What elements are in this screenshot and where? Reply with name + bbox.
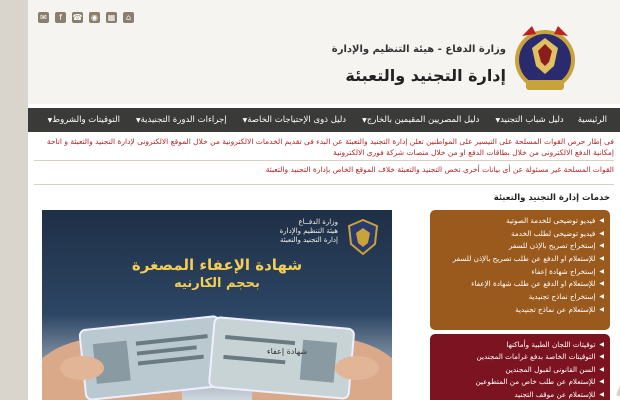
info-link-label: للإستعلام عن موقف التجنيد [514, 389, 596, 399]
bullet-icon: ◀ [599, 340, 604, 348]
service-link-label: إستخراج نماذج تجنيدية [528, 291, 596, 301]
divider [34, 184, 614, 185]
chevron-down-icon: ▼ [362, 117, 367, 124]
logo-emblem[interactable] [514, 18, 576, 98]
info-link-label: للإستعلام عن طلب خاص من المتطوعين [475, 377, 596, 387]
bullet-icon: ◀ [599, 267, 604, 275]
banner-authority: هيئة التنظيم والإدارة [279, 227, 338, 235]
service-link-label: للإستعلام عن نماذج تجنيدية [515, 304, 596, 314]
info-link-label: التوقيتات الخاصة بدفع غرامات المجندين [476, 352, 596, 362]
nav-home[interactable] [571, 115, 614, 125]
bullet-icon: ◀ [599, 280, 604, 288]
department-title: إدارة التجنيد والتعبئة [345, 66, 506, 85]
services-panel [430, 210, 610, 330]
nav-item-label: التوقيتات والشروط [52, 115, 120, 125]
service-link-label: فيديو توضيحى للخدمة الصوتية [505, 215, 596, 225]
location-icon[interactable]: ◉ [89, 12, 100, 23]
bullet-icon: ◀ [599, 353, 604, 361]
cards-in-hands-image [42, 298, 392, 400]
banner-department: إدارة التجنيد والتعبئة [279, 236, 338, 244]
promo-banner[interactable] [42, 210, 392, 400]
service-link-travel-permit-inquiry[interactable] [434, 252, 604, 265]
info-link-status-inquiry[interactable] [434, 388, 604, 400]
banner-ministry: وزارة الدفــاع [298, 218, 338, 226]
service-link-label: للإستعلام او الدفع عن طلب تصريح بالإذن للسفر [452, 253, 596, 263]
service-link-voice-video[interactable] [434, 214, 604, 227]
banner-emblem-icon [346, 218, 380, 256]
home-icon[interactable]: ⌂ [123, 12, 134, 23]
service-link-exemption-certificate[interactable] [434, 265, 604, 278]
notice-epayment: فى إطار حرص القوات المسلحة على التيسير على المواطنين تعلن إدارة التجنيد والتعبئة عن البدء فى تقديم الخدمات الالكترونية من خلال الموقع الالكترونى لإدارة التجنيد والتعبئة و اتاحة إمكانية الدفع الالكترونى من خلال بطاقات الدفع او من خلال منصات شركة فورى الالكترونية [46, 137, 614, 157]
chevron-down-icon: ▼ [47, 117, 53, 124]
nav-youth-guide[interactable] [486, 115, 570, 125]
nav-timings[interactable] [39, 115, 127, 125]
info-panel [430, 334, 610, 400]
info-link-label: السن القانونى لقبول المجندين [505, 364, 596, 374]
nav-item-label: دليل المصريين المقيمين بالخارج [366, 115, 480, 125]
service-link-label: للإستعلام او الدفع عن طلب شهادة الإعفاء [471, 279, 596, 289]
bullet-icon: ◀ [599, 378, 604, 386]
phone-icon[interactable]: ☎ [72, 13, 83, 22]
nav-procedures[interactable] [127, 115, 234, 125]
nav-item-label: دليل ذوى الإحتياجات الخاصة [247, 115, 347, 125]
bullet-icon: ◀ [599, 216, 604, 224]
chevron-down-icon: ▼ [135, 117, 141, 124]
service-link-label: إستخراج تصريح بالإذن للسفر [508, 241, 596, 251]
nav-expats-guide[interactable] [353, 115, 486, 125]
services-heading: خدمات إدارة التجنيد والتعبئة [493, 193, 610, 203]
nav-item-label: إجراءات الدورة التجنيدية [140, 115, 227, 125]
nav-item-label: دليل شباب التجنيد [500, 115, 564, 125]
bullet-icon: ◀ [599, 242, 604, 250]
divider [34, 160, 614, 161]
email-icon[interactable]: ✉ [38, 12, 49, 23]
bullet-icon: ◀ [599, 254, 604, 262]
chevron-down-icon: ▼ [242, 117, 248, 124]
service-link-forms-inquiry[interactable] [434, 303, 604, 316]
page [28, 0, 620, 400]
chevron-down-icon: ▼ [495, 117, 501, 124]
info-link-volunteers-inquiry[interactable] [434, 376, 604, 389]
bullet-icon: ◀ [599, 365, 604, 373]
service-link-label: فيديو توضيحى لطلب الخدمة [510, 228, 596, 238]
info-link-legal-age[interactable] [434, 363, 604, 376]
bullet-icon: ◀ [599, 390, 604, 398]
calendar-icon[interactable]: ▦ [107, 13, 116, 22]
social-icons [38, 12, 134, 23]
main-nav [28, 108, 620, 132]
info-link-medical-committees[interactable] [434, 338, 604, 351]
card-label: شهادة إعفاء [266, 347, 308, 356]
service-link-travel-permit[interactable] [434, 239, 604, 252]
ministry-label: وزارة الدفاع - هيئة التنظيم والإدارة [331, 44, 506, 55]
bullet-icon: ◀ [599, 292, 604, 300]
info-link-fines-timings[interactable] [434, 351, 604, 364]
service-link-label: إستخراج شهادة إعفاء [531, 266, 596, 276]
site-header [28, 0, 620, 104]
banner-subtitle: بحجم الكارنيه [174, 276, 260, 291]
service-link-forms[interactable] [434, 290, 604, 303]
info-link-label: توقيتات اللجان الطبية وأماكنها [506, 339, 596, 349]
facebook-icon[interactable]: f [55, 12, 66, 23]
bullet-icon: ◀ [599, 229, 604, 237]
service-link-exemption-inquiry[interactable] [434, 277, 604, 290]
nav-item-label: الرئيسية [577, 115, 607, 125]
service-link-request-video[interactable] [434, 227, 604, 240]
bullet-icon: ◀ [599, 305, 604, 313]
scroll-top-icon[interactable] [613, 356, 620, 400]
notice-disclaimer: القوات المسلحة غير مسئولة عن أى بيانات أخرى تخص التجنيد والتعبئة خلاف الموقع الخاص بإدارة التجنيد والتعبئة [265, 165, 614, 174]
banner-title: شهادة الإعفاء المصغرة [131, 256, 303, 274]
nav-special-needs-guide[interactable] [234, 115, 353, 125]
